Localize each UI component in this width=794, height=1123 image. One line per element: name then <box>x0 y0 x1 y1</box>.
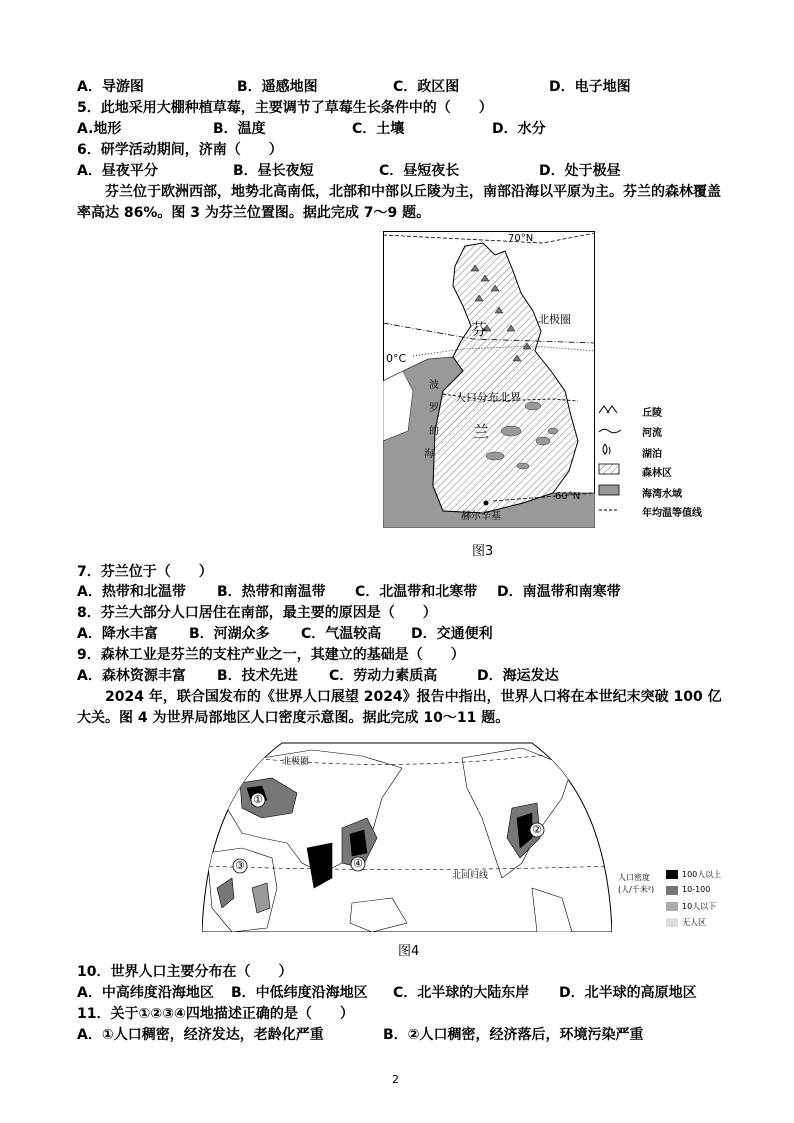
fig4-caption: 图4 <box>398 944 420 959</box>
fig3-label-iso0: 0°C <box>386 352 407 365</box>
q5-stem: 5．此地采用大棚种植草莓，主要调节了草莓生长条件中的（ ） <box>77 100 493 116</box>
population-map-svg <box>202 738 612 932</box>
q6-option-b: B．昼长夜短 <box>233 163 314 179</box>
q4-option-d: D．电子地图 <box>549 79 631 95</box>
q7-stem: 7．芬兰位于（ ） <box>77 564 213 580</box>
figure-4-population-map <box>202 738 612 932</box>
fig4-legend-title: 人口密度 <box>618 873 650 882</box>
fig4-legend-uninhabited: 无人区 <box>682 918 706 927</box>
fig4-marker-2: ② <box>532 823 542 836</box>
q6-stem: 6．研学活动期间，济南（ ） <box>77 142 283 158</box>
fig4-marker-3: ③ <box>235 859 245 872</box>
q10-option-b: B．中低纬度沿海地区 <box>231 985 368 1001</box>
fig3-label-helsinki: 赫尔辛基 <box>461 511 501 522</box>
fig3-label-baltic-3: 的 <box>429 426 439 437</box>
q11-option-b: B．②人口稠密，经济落后，环境污染严重 <box>383 1027 644 1043</box>
fig4-label-arctic: 北极圈 <box>282 757 310 767</box>
q5-option-d: D．水分 <box>492 121 546 137</box>
fig3-label-lan: 兰 <box>473 422 490 441</box>
q6-option-d: D．处于极昼 <box>539 163 621 179</box>
q6-option-a: A．昼夜平分 <box>77 163 158 179</box>
fig3-label-70n: 70°N <box>508 233 534 244</box>
q9-option-d: D．海运发达 <box>477 668 559 684</box>
q9-stem: 9．森林工业是芬兰的支柱产业之一，其建立的基础是（ ） <box>77 647 465 663</box>
fig4-legend <box>618 866 728 932</box>
fig3-legend-lake: 湖泊 <box>642 449 662 460</box>
q9-option-b: B．技术先进 <box>217 668 298 684</box>
fig3-legend-bay: 海湾水域 <box>642 489 682 500</box>
q4-option-a: A．导游图 <box>77 79 144 95</box>
q8-option-c: C．气温较高 <box>301 626 382 642</box>
fig4-legend-10-100: 10-100 <box>682 885 711 894</box>
page-number: 2 <box>392 1073 399 1086</box>
fig3-legend-isotherm: 年均温等值线 <box>642 508 702 519</box>
population-intro: 2024 年，联合国发布的《世界人口展望 2024》报告中指出，世界人口将在本世纪末突破 100 亿大关。图 4 为世界局部地区人口密度示意图。据此完成 10～11 题。 <box>77 689 722 726</box>
river-symbol-icon <box>599 429 621 433</box>
q5-option-a: A.地形 <box>77 121 122 137</box>
fig4-marker-4: ④ <box>353 857 363 870</box>
fig3-legend <box>597 402 717 522</box>
q7-option-d: D．南温带和南寒带 <box>497 584 621 600</box>
bay-water-symbol-icon <box>599 485 619 495</box>
q5-option-b: B．温度 <box>213 121 266 137</box>
fig3-label-fen: 芬 <box>471 320 488 339</box>
hill-symbol-icon <box>599 406 617 413</box>
q11-option-a: A．①人口稠密，经济发达，老龄化严重 <box>77 1027 324 1043</box>
q8-stem: 8．芬兰大部分人口居住在南部，最主要的原因是（ ） <box>77 605 437 621</box>
q8-option-b: B．河湖众多 <box>189 626 270 642</box>
finland-map-svg <box>383 231 595 528</box>
q8-option-a: A．降水丰富 <box>77 626 158 642</box>
fig3-label-baltic-2: 罗 <box>429 403 439 414</box>
fig3-legend-forest: 森林区 <box>642 468 672 479</box>
figure-3-finland-map <box>383 231 595 528</box>
q10-option-c: C．北半球的大陆东岸 <box>393 985 530 1001</box>
fig3-legend-hill: 丘陵 <box>642 408 662 419</box>
fig3-legend-river: 河流 <box>642 428 662 439</box>
q9-option-c: C．劳动力素质高 <box>329 668 438 684</box>
fig3-legend-symbols <box>597 402 637 522</box>
forest-symbol-icon <box>599 464 619 474</box>
fig3-label-60n: 60°N <box>555 491 581 502</box>
fig4-legend-100plus: 100人以上 <box>682 870 722 879</box>
fig4-legend-swatches <box>664 866 684 932</box>
q5-option-c: C．土壤 <box>352 121 405 137</box>
fig3-label-baltic-4: 海 <box>424 449 434 460</box>
fig4-legend-unit: (人/千米²) <box>618 885 655 894</box>
q7-option-b: B．热带和南温带 <box>217 584 326 600</box>
lake-symbol-icon <box>603 444 610 454</box>
q7-option-a: A．热带和北温带 <box>77 584 186 600</box>
finland-intro: 芬兰位于欧洲西部，地势北高南低，北部和中部以丘陵为主，南部沿海以平原为主。芬兰的森林覆盖率高达 86%。图 3 为芬兰位置图。据此完成 7～9 题。 <box>77 184 721 221</box>
q4-option-b: B．遥感地图 <box>237 79 318 95</box>
q7-option-c: C．北温带和北寒带 <box>355 584 478 600</box>
q4-option-c: C．政区图 <box>393 79 460 95</box>
fig3-caption: 图3 <box>472 544 494 559</box>
q11-stem: 11．关于①②③④四地描述正确的是（ ） <box>77 1006 354 1022</box>
fig3-label-arctic: 北极圈 <box>538 313 571 326</box>
fig4-marker-1: ① <box>253 793 263 806</box>
fig3-label-baltic-1: 波 <box>429 380 439 391</box>
q6-option-c: C．昼短夜长 <box>379 163 460 179</box>
q8-option-d: D．交通便利 <box>411 626 493 642</box>
q10-stem: 10．世界人口主要分布在（ ） <box>77 964 293 980</box>
fig4-legend-below10: 10人以下 <box>682 902 717 911</box>
q10-option-a: A．中高纬度沿海地区 <box>77 985 214 1001</box>
fig4-label-tropic: 北回归线 <box>452 871 489 881</box>
fig3-label-pop-line: 人口分布北界 <box>455 391 521 404</box>
q10-option-d: D．北半球的高原地区 <box>559 985 697 1001</box>
q9-option-a: A．森林资源丰富 <box>77 668 186 684</box>
